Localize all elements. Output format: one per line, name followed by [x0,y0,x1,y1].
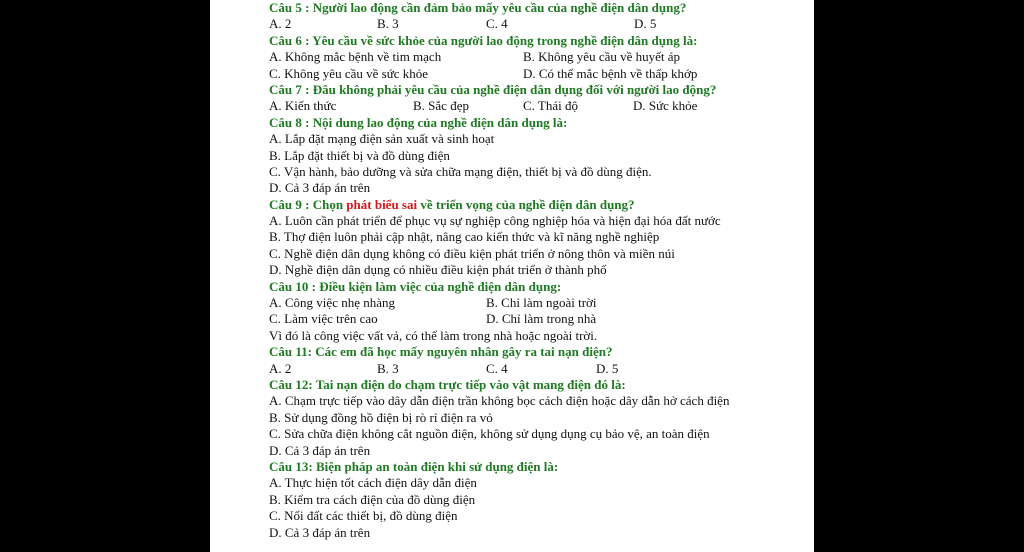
q6-option-c: C. Không yêu cầu về sức khỏe [269,65,429,81]
q6-option-d: D. Có thể mắc bệnh về thấp khớp [523,65,698,81]
q9-title-prefix: Câu 9 : Chọn [269,196,347,212]
question-9-title [269,197,809,213]
q11-option-c: C. 4 [486,360,508,376]
question-list [269,0,809,541]
q7-option-c: C. Thái độ [523,98,579,114]
q6-option-a: A. Không mắc bệnh về tim mạch [269,49,442,65]
q10-option-c: C. Làm việc trên cao [269,311,378,327]
q9-option-b: B. Thợ điện luôn phải cập nhật, nâng cao kiến thức và kĩ năng nghề nghiệp [269,229,660,245]
q8-option-b: B. Lắp đặt thiết bị và đồ dùng điện [269,147,450,163]
q12-option-c: C. Sửa chữa điện không cắt nguồn điện, không sử dụng dụng cụ bảo vệ, an toàn điện [269,426,710,442]
q9-option-d: D. Nghề điện dân dụng có nhiều điều kiện phát triển ở thành phố [269,262,607,278]
q12-option-b: B. Sử dụng đồng hồ điện bị rò rỉ điện ra vỏ [269,409,493,425]
question-10-options-row1 [269,295,809,311]
q7-option-a: A. Kiến thức [269,98,337,114]
question-10-options-row2 [269,311,809,327]
q5-option-a: A. 2 [269,16,292,32]
question-5-options [269,16,809,32]
question-5-title: Câu 5 : Người lao động cần đảm bảo mấy yêu cầu của nghề điện dân dụng? [269,0,687,15]
question-13-title: Câu 13: Biện pháp an toàn điện khi sử dụng điện là: [269,458,559,474]
q9-title-suffix: về triển vọng của nghề điện dân dụng? [417,196,635,212]
q12-option-a: A. Chạm trực tiếp vào dây dẫn điện trần không bọc cách điện hoặc dây dẫn hở cách điện [269,393,730,409]
q10-note: Vì đó là công việc vất vả, có thể làm trong nhà hoặc ngoài trời. [269,327,598,343]
question-7-title: Câu 7 : Đâu không phải yêu cầu của nghề điện dân dụng đối với người lao động? [269,81,717,97]
q12-option-d: D. Cả 3 đáp án trên [269,442,371,458]
q6-option-b: B. Không yêu cầu về huyết áp [523,49,681,65]
q11-option-d: D. 5 [596,360,619,376]
q13-option-a: A. Thực hiện tốt cách điện dây dẫn điện [269,475,477,491]
q10-option-a: A. Công việc nhẹ nhàng [269,295,396,311]
q9-option-a: A. Luôn cần phát triển để phục vụ sự nghiệp công nghiệp hóa và hiện đại hóa đất nước [269,213,721,229]
q8-option-c: C. Vận hành, bảo dưỡng và sửa chữa mạng điện, thiết bị và đồ dùng điện. [269,163,652,179]
q8-option-d: D. Cả 3 đáp án trên [269,180,371,196]
q5-option-c: C. 4 [486,16,508,32]
q7-option-b: B. Sắc đẹp [413,98,469,114]
q10-option-b: B. Chỉ làm ngoài trời [486,295,597,311]
question-10-title: Câu 10 : Điều kiện làm việc của nghề điện dân dụng: [269,278,562,294]
question-6-options-row2 [269,66,809,82]
q9-title-highlight: phát biểu sai [346,196,418,212]
question-11-title: Câu 11: Các em đã học mấy nguyên nhân gây ra tai nạn điện? [269,344,613,360]
q5-option-b: B. 3 [377,16,399,32]
q8-option-a: A. Lắp đặt mạng điện sản xuất và sinh hoạt [269,131,495,147]
q5-option-d: D. 5 [634,16,657,32]
question-6-title: Câu 6 : Yêu cầu về sức khỏe của người lao động trong nghề điện dân dụng là: [269,32,698,48]
q13-option-c: C. Nối đất các thiết bị, đồ dùng điện [269,508,458,524]
q7-option-d: D. Sức khỏe [633,98,698,114]
question-11-options [269,361,809,377]
question-8-title: Câu 8 : Nội dung lao động của nghề điện dân dụng là: [269,114,568,130]
q11-option-a: A. 2 [269,360,292,376]
document-page [210,0,814,552]
q10-option-d: D. Chỉ làm trong nhà [486,311,597,327]
q9-option-c: C. Nghề điện dân dụng không có điều kiện phát triển ở nông thôn và miền núi [269,245,675,261]
q13-option-b: B. Kiểm tra cách điện của đồ dùng điện [269,491,476,507]
question-7-options [269,98,809,114]
q13-option-d: D. Cả 3 đáp án trên [269,524,371,540]
q11-option-b: B. 3 [377,360,399,376]
question-6-options-row1 [269,49,809,65]
question-12-title: Câu 12: Tai nạn điện do chạm trực tiếp vào vật mang điện đó là: [269,376,626,392]
